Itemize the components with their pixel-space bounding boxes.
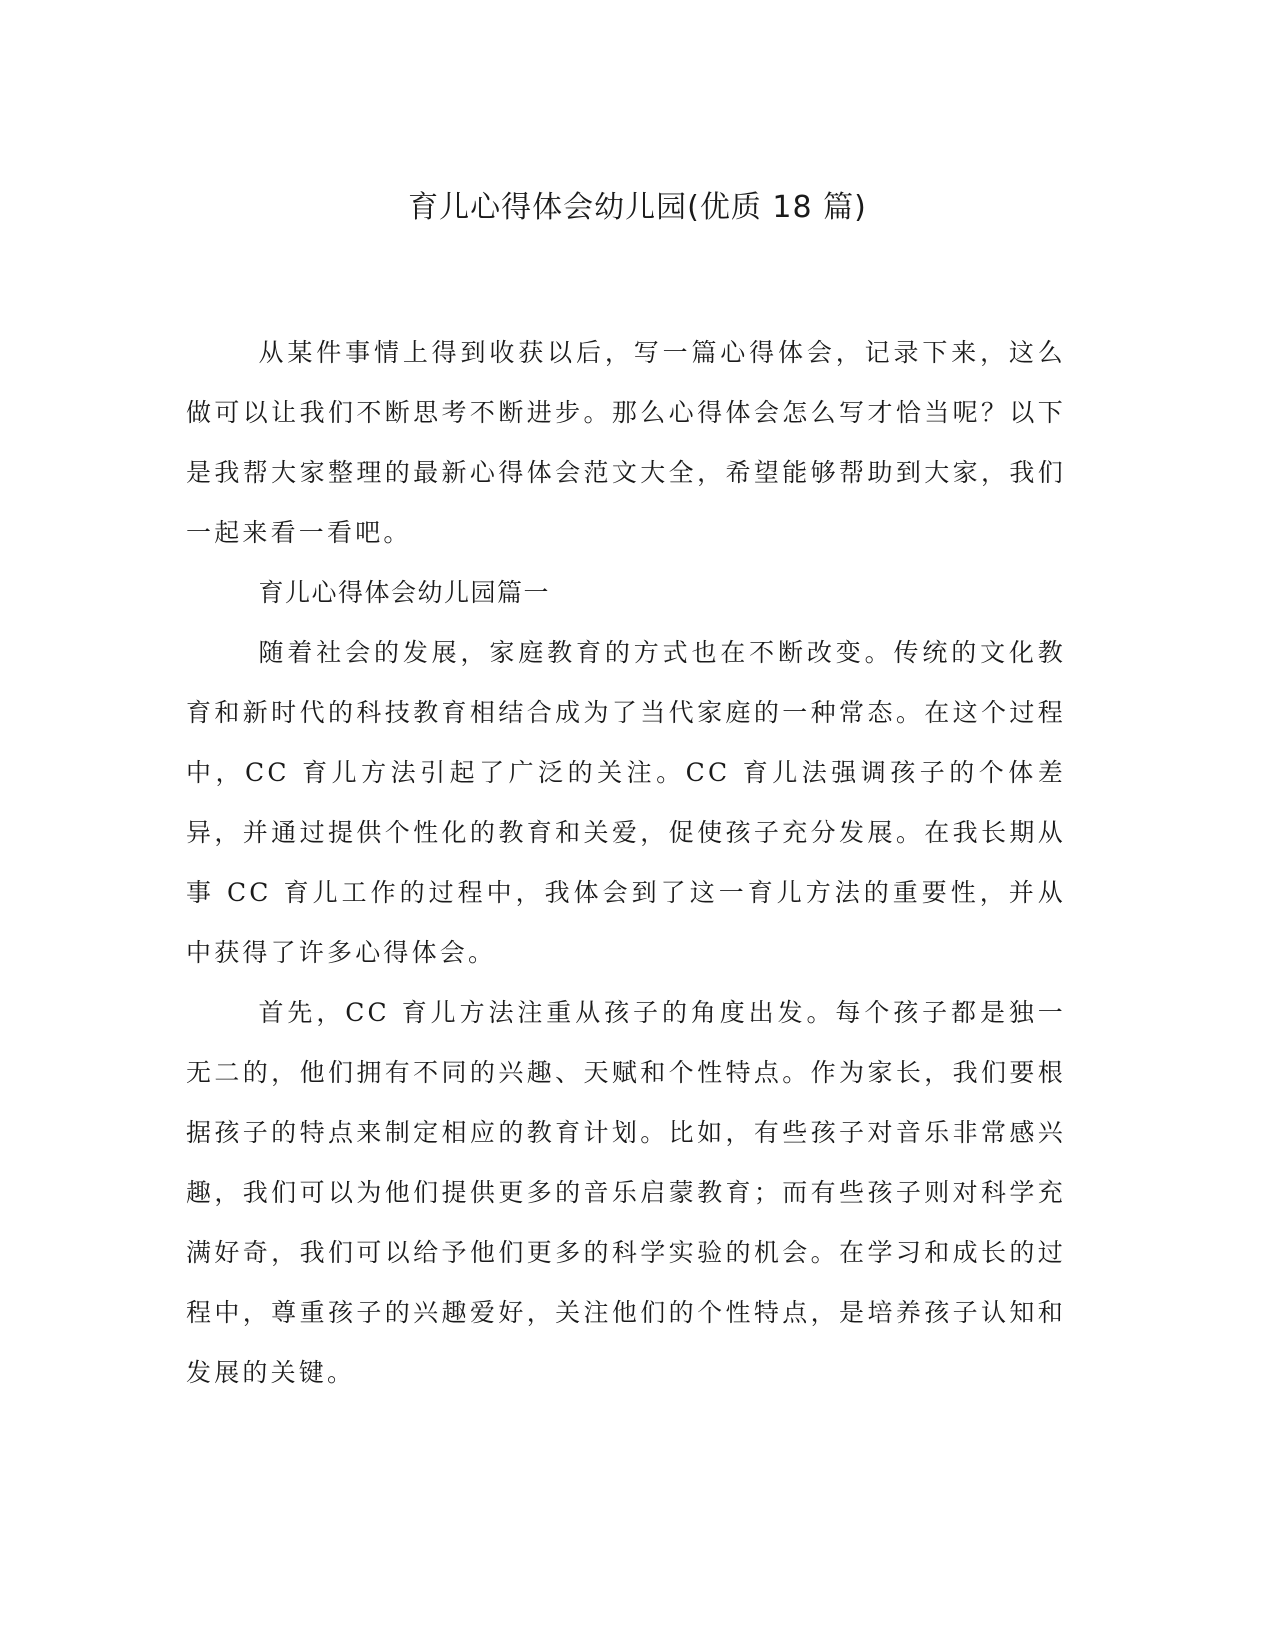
intro-paragraph: 从某件事情上得到收获以后，写一篇心得体会，记录下来，这么做可以让我们不断思考不断进步。那么心得体会怎么写才恰当呢？以下是我帮大家整理的最新心得体会范文大全，希望能够帮助到大家，我们一起来看一看吧。 <box>186 338 1066 547</box>
document-title: 育儿心得体会幼儿园(优质 18 篇) <box>408 190 867 225</box>
section-heading: 育儿心得体会幼儿园篇一 <box>258 578 551 607</box>
document-body <box>186 323 1066 1403</box>
body-paragraph: 首先，CC 育儿方法注重从孩子的角度出发。每个孩子都是独一无二的，他们拥有不同的兴趣、天赋和个性特点。作为家长，我们要根据孩子的特点来制定相应的教育计划。比如，有些孩子对音乐非常感兴趣，我们可以为他们提供更多的音乐启蒙教育；而有些孩子则对科学充满好奇，我们可以给予他们更多的科学实验的机会。在学习和成长的过程中，尊重孩子的兴趣爱好，关注他们的个性特点，是培养孩子认知和发展的关键。 <box>186 998 1066 1387</box>
body-paragraph: 随着社会的发展，家庭教育的方式也在不断改变。传统的文化教育和新时代的科技教育相结合成为了当代家庭的一种常态。在这个过程中，CC 育儿方法引起了广泛的关注。CC 育儿法强调孩子的个体差异，并通过提供个性化的教育和关爱，促使孩子充分发展。在我长期从事 CC 育儿工作的过程中，我体会到了这一育儿方法的重要性，并从中获得了许多心得体会。 <box>186 638 1066 967</box>
